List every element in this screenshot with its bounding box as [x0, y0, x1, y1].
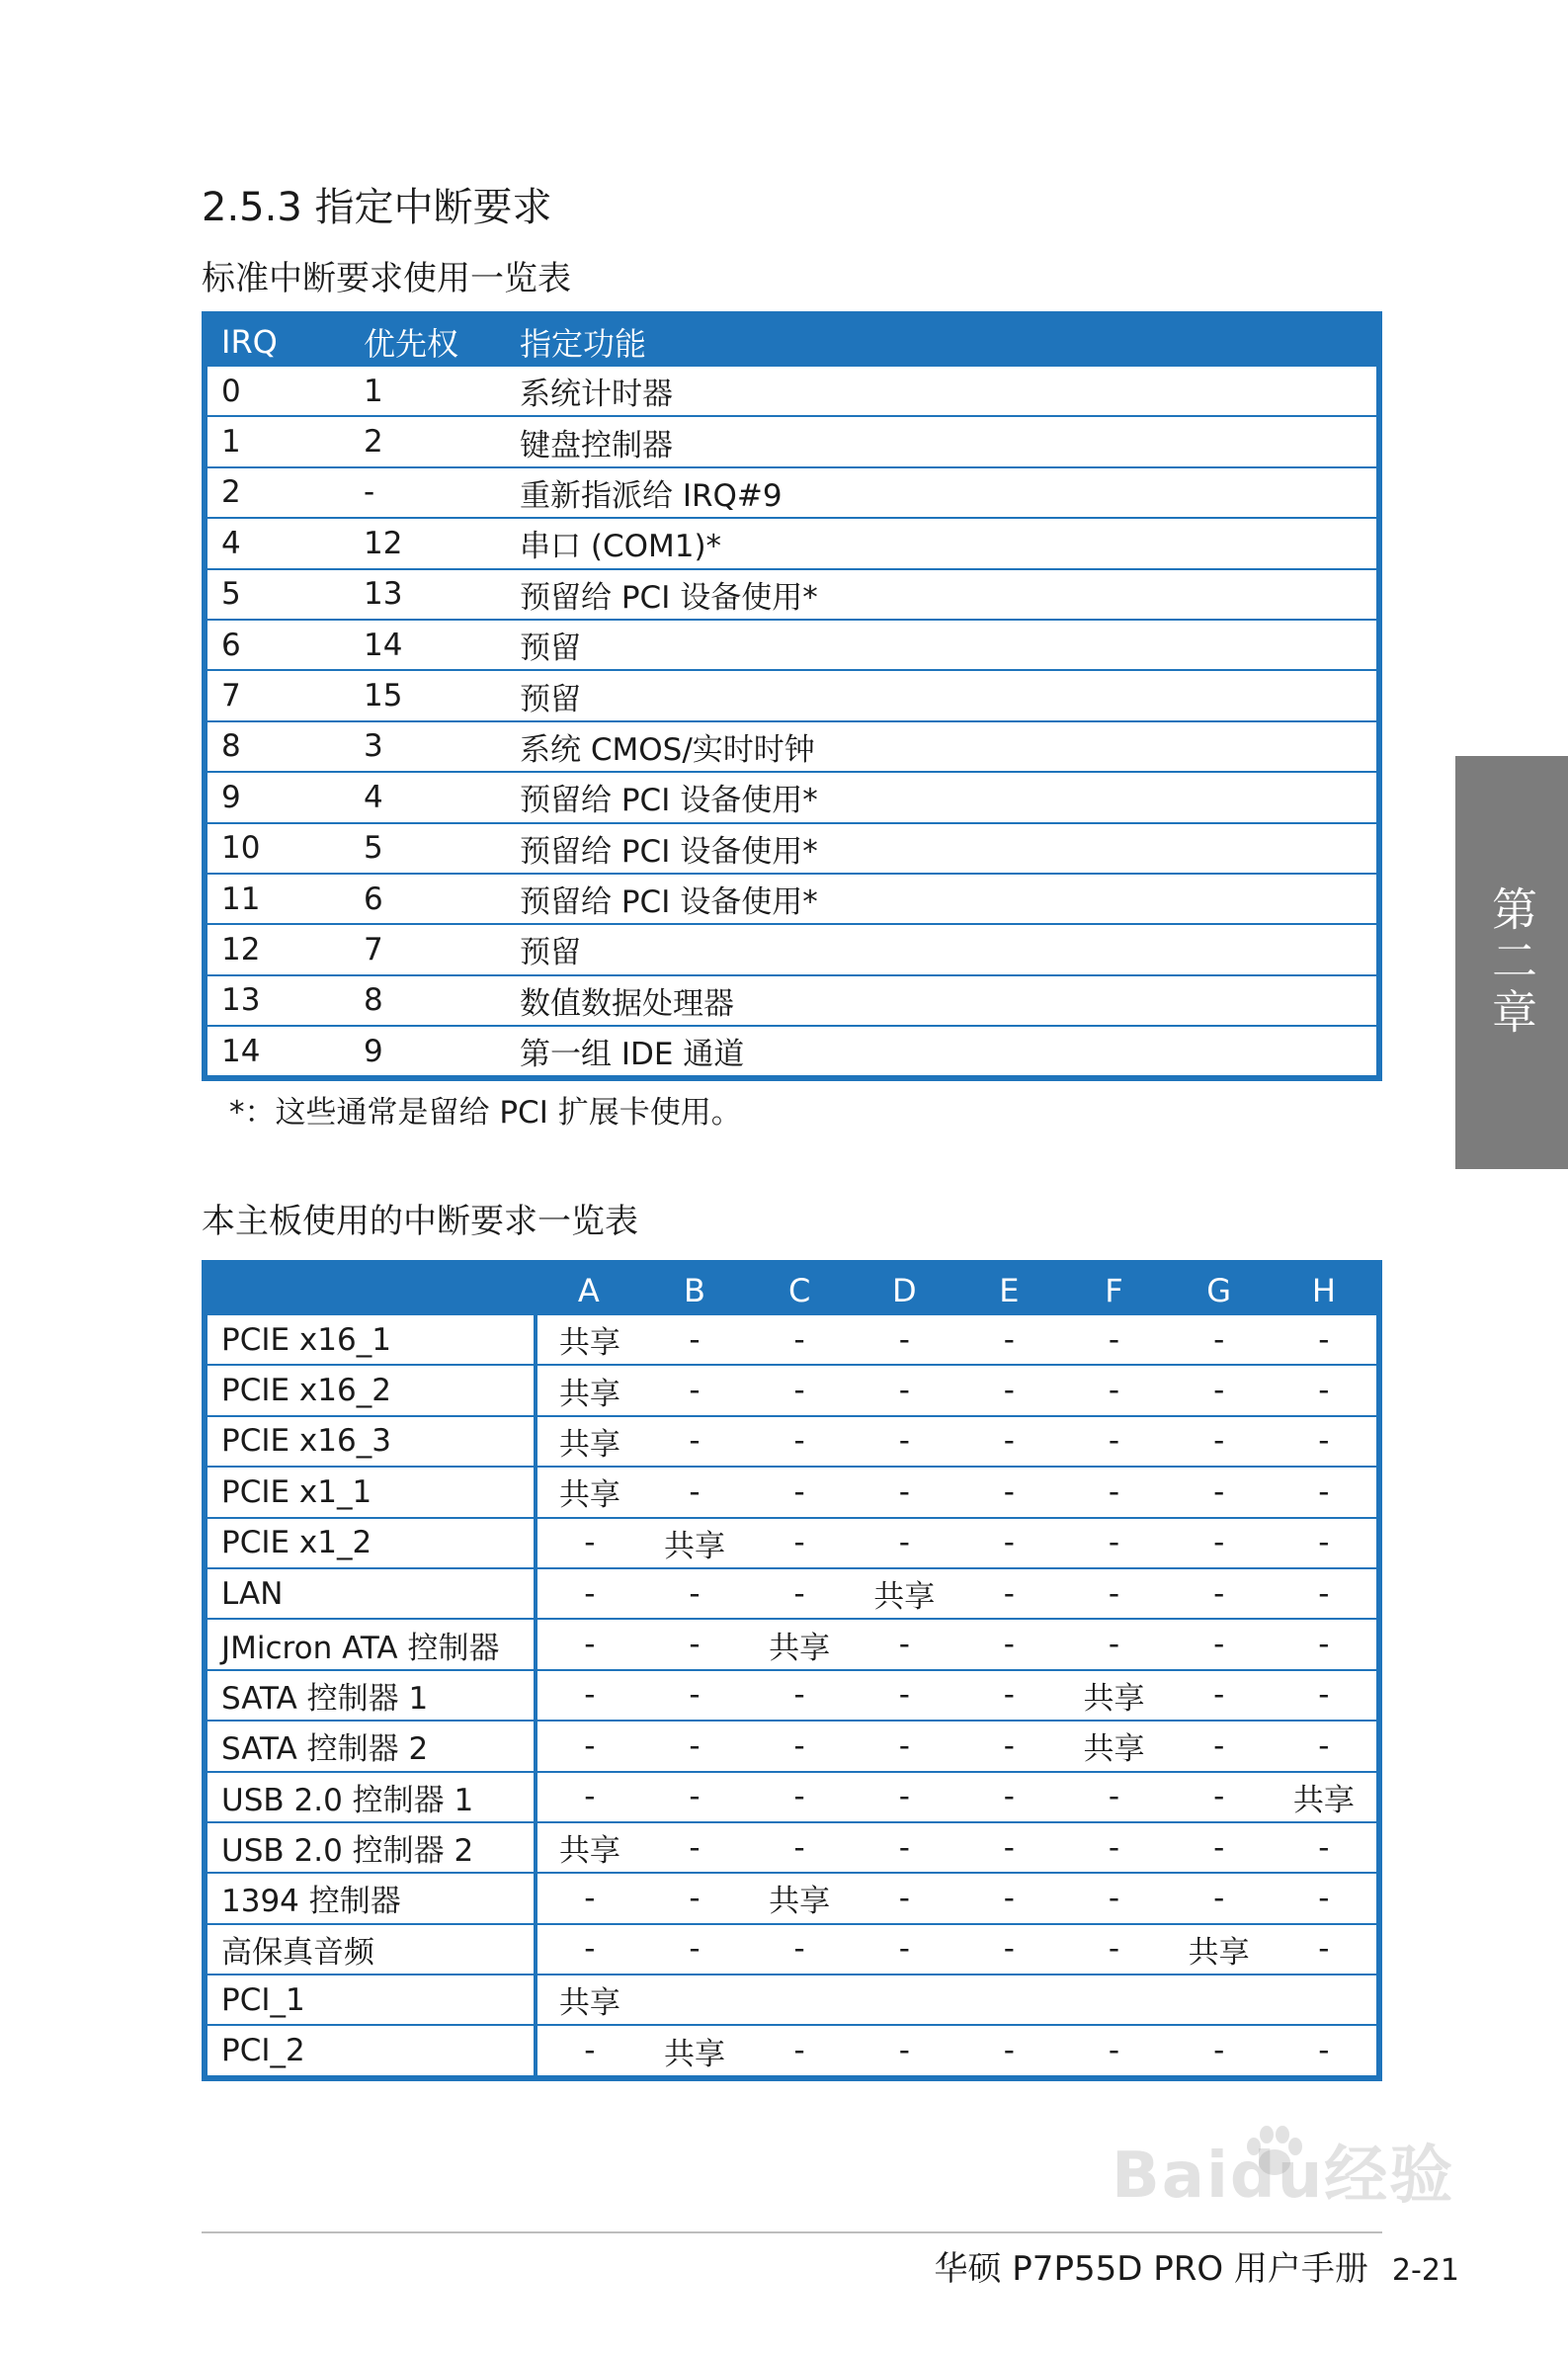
- int-assignment-cell: 共享: [1272, 1772, 1379, 1822]
- int-assignment-cell: -: [536, 1772, 642, 1822]
- int-assignment-cell: [1061, 1975, 1166, 2025]
- int-assignment-cell: -: [956, 1467, 1061, 1517]
- int-assignment-cell: -: [793, 2033, 805, 2069]
- int-assignment-cell: -: [1061, 1772, 1166, 1822]
- assign-header-int: H: [1311, 1272, 1336, 1309]
- int-assignment-cell: 共享: [536, 1416, 642, 1467]
- assign-header-device: [205, 1263, 536, 1315]
- irq-cell-function: 预留给 PCI 设备使用*: [506, 823, 1379, 874]
- int-assignment-cell: -: [1167, 1315, 1272, 1365]
- int-assignment-cell: -: [1108, 2033, 1120, 2069]
- irq-table-row: [205, 620, 1379, 670]
- irq-cell-priority: 4: [350, 772, 506, 822]
- irq-cell-irq: 10: [205, 823, 350, 874]
- assignment-table-header-row: [205, 1263, 1379, 1315]
- int-assignment-cell: [747, 1975, 852, 2025]
- int-assignment-cell: -: [747, 1822, 852, 1873]
- chapter-tab: [1455, 756, 1568, 1169]
- irq-cell-priority: 15: [350, 670, 506, 720]
- irq-cell-priority: 7: [350, 924, 506, 974]
- irq-cell-function: 预留给 PCI 设备使用*: [506, 569, 1379, 620]
- irq-header-irq: IRQ: [221, 323, 278, 361]
- int-assignment-cell: -: [852, 1518, 956, 1568]
- irq-cell-function: 预留给 PCI 设备使用*: [506, 772, 1379, 822]
- int-assignment-cell: -: [956, 1518, 1061, 1568]
- int-assignment-cell: -: [1167, 1822, 1272, 1873]
- int-assignment-cell: -: [584, 2033, 596, 2069]
- int-assignment-cell: -: [1061, 1619, 1166, 1669]
- int-assignment-cell: -: [1272, 1467, 1379, 1517]
- assignment-table-row: [205, 1924, 1379, 1975]
- irq-table-row: [205, 416, 1379, 466]
- irq-cell-irq: 0: [205, 367, 350, 416]
- int-assignment-cell: 共享: [852, 1568, 956, 1619]
- int-assignment-cell: -: [956, 1416, 1061, 1467]
- assignment-table-row: [205, 1467, 1379, 1517]
- irq-cell-irq: 6: [205, 620, 350, 670]
- int-assignment-cell: -: [956, 1365, 1061, 1415]
- device-name-cell: JMicron ATA 控制器: [205, 1619, 536, 1669]
- irq-cell-irq: 7: [205, 670, 350, 720]
- int-assignment-cell: -: [642, 1619, 747, 1669]
- int-assignment-cell: -: [1272, 1924, 1379, 1975]
- irq-table-row: [205, 1026, 1379, 1078]
- assignment-table-row: [205, 1619, 1379, 1669]
- int-assignment-cell: -: [747, 1670, 852, 1721]
- int-assignment-cell: -: [747, 1315, 852, 1365]
- int-assignment-cell: 共享: [536, 1822, 642, 1873]
- int-assignment-cell: -: [1167, 1416, 1272, 1467]
- assign-header-int: E: [999, 1272, 1020, 1309]
- int-assignment-cell: [642, 1975, 747, 2025]
- int-assignment-cell: -: [1272, 1568, 1379, 1619]
- int-assignment-cell: 共享: [536, 1365, 642, 1415]
- int-assignment-cell: -: [1061, 1416, 1166, 1467]
- assign-header-int: B: [684, 1272, 705, 1309]
- assignment-table-row: [205, 1873, 1379, 1923]
- irq-cell-function: 预留: [506, 924, 1379, 974]
- int-assignment-cell: -: [642, 1568, 747, 1619]
- irq-cell-function: 预留: [506, 670, 1379, 720]
- int-assignment-cell: -: [747, 1365, 852, 1415]
- int-assignment-cell: -: [852, 1873, 956, 1923]
- int-assignment-cell: -: [536, 1518, 642, 1568]
- device-name-cell: PCIE x16_1: [205, 1315, 536, 1365]
- device-name-cell: USB 2.0 控制器 1: [205, 1772, 536, 1822]
- assign-header-int: F: [1105, 1272, 1123, 1309]
- device-name-cell: 1394 控制器: [205, 1873, 536, 1923]
- int-assignment-cell: -: [956, 1568, 1061, 1619]
- int-assignment-cell: -: [747, 1568, 852, 1619]
- irq-cell-irq: 8: [205, 721, 350, 772]
- section-title: 2.5.3 指定中断要求: [202, 185, 552, 230]
- int-assignment-cell: -: [852, 1721, 956, 1771]
- int-assignment-cell: -: [1318, 2033, 1330, 2069]
- int-assignment-cell: -: [1272, 1822, 1379, 1873]
- assignment-table-row: [205, 1975, 1379, 2025]
- int-assignment-cell: -: [1167, 1619, 1272, 1669]
- int-assignment-cell: -: [1167, 1568, 1272, 1619]
- int-assignment-cell: -: [1003, 2033, 1015, 2069]
- irq-cell-irq: 12: [205, 924, 350, 974]
- int-assignment-cell: 共享: [747, 1873, 852, 1923]
- irq-footnote: *：这些通常是留给 PCI 扩展卡使用。: [229, 1095, 742, 1131]
- int-assignment-cell: -: [1167, 1721, 1272, 1771]
- irq-table-header-row: [205, 314, 1379, 367]
- footer-divider: [202, 2231, 1382, 2233]
- irq-table-row: [205, 670, 1379, 720]
- footer-manual-title: 华硕 P7P55D PRO 用户手册: [934, 2249, 1368, 2289]
- int-assignment-cell: -: [1167, 1365, 1272, 1415]
- assign-header-int: C: [787, 1272, 811, 1309]
- int-assignment-cell: -: [642, 1721, 747, 1771]
- irq-cell-irq: 11: [205, 874, 350, 924]
- irq-cell-function: 系统 CMOS/实时时钟: [506, 721, 1379, 772]
- int-assignment-cell: -: [1061, 1873, 1166, 1923]
- int-assignment-cell: -: [1061, 1822, 1166, 1873]
- assign-table-title: 本主板使用的中断要求一览表: [202, 1202, 638, 1241]
- int-assignment-cell: -: [536, 1924, 642, 1975]
- int-assignment-cell: -: [536, 1619, 642, 1669]
- int-assignment-cell: -: [852, 1467, 956, 1517]
- irq-cell-irq: 5: [205, 569, 350, 620]
- device-name-cell: PCI_2: [205, 2025, 536, 2077]
- irq-cell-priority: 12: [350, 518, 506, 568]
- int-assignment-cell: -: [747, 1721, 852, 1771]
- int-assignment-cell: -: [1167, 1467, 1272, 1517]
- device-name-cell: SATA 控制器 2: [205, 1721, 536, 1771]
- int-assignment-cell: 共享: [536, 1975, 642, 2025]
- chapter-tab-label: 第二章: [1485, 885, 1538, 1040]
- irq-header-function: 指定功能: [520, 325, 647, 363]
- int-assignment-cell: -: [1167, 1670, 1272, 1721]
- irq-cell-function: 预留: [506, 620, 1379, 670]
- irq-cell-function: 预留给 PCI 设备使用*: [506, 874, 1379, 924]
- int-assignment-cell: -: [1061, 1568, 1166, 1619]
- assignment-table-row: [205, 1315, 1379, 1365]
- irq-cell-priority: 6: [350, 874, 506, 924]
- int-assignment-cell: -: [956, 1315, 1061, 1365]
- assignment-table-row: [205, 2025, 1379, 2077]
- int-assignment-cell: [852, 1975, 956, 2025]
- int-assignment-cell: 共享: [536, 1467, 642, 1517]
- int-assignment-cell: -: [956, 1721, 1061, 1771]
- irq-cell-priority: -: [350, 467, 506, 518]
- int-assignment-cell: -: [1061, 1924, 1166, 1975]
- irq-cell-function: 键盘控制器: [506, 416, 1379, 466]
- int-assignment-cell: 共享: [663, 2036, 725, 2072]
- page-number: 2-21: [1391, 2253, 1459, 2288]
- irq-table-row: [205, 772, 1379, 822]
- int-assignment-cell: 共享: [642, 1518, 747, 1568]
- int-assignment-cell: -: [1167, 1518, 1272, 1568]
- irq-table-row: [205, 569, 1379, 620]
- int-assignment-cell: -: [536, 1721, 642, 1771]
- irq-table-row: [205, 975, 1379, 1026]
- int-assignment-cell: -: [1272, 1518, 1379, 1568]
- assignment-table-row: [205, 1822, 1379, 1873]
- irq-table-row: [205, 823, 1379, 874]
- int-assignment-cell: -: [956, 1772, 1061, 1822]
- int-assignment-cell: -: [642, 1315, 747, 1365]
- irq-cell-priority: 14: [350, 620, 506, 670]
- assignment-table-row: [205, 1365, 1379, 1415]
- int-assignment-cell: -: [642, 1873, 747, 1923]
- int-assignment-cell: -: [1061, 1467, 1166, 1517]
- irq-cell-priority: 13: [350, 569, 506, 620]
- irq-cell-function: 第一组 IDE 通道: [520, 1037, 745, 1073]
- irq-cell-irq: 1: [205, 416, 350, 466]
- int-assignment-cell: -: [642, 1924, 747, 1975]
- int-assignment-cell: -: [956, 1873, 1061, 1923]
- int-assignment-cell: -: [642, 1670, 747, 1721]
- int-assignment-cell: -: [1272, 1619, 1379, 1669]
- irq-cell-function: 重新指派给 IRQ#9: [506, 467, 1379, 518]
- int-assignment-cell: -: [852, 1670, 956, 1721]
- irq-table-row: [205, 721, 1379, 772]
- irq-cell-irq: 14: [221, 1033, 261, 1069]
- irq-cell-priority: 5: [350, 823, 506, 874]
- int-assignment-cell: -: [642, 1772, 747, 1822]
- int-assignment-cell: -: [956, 1670, 1061, 1721]
- int-assignment-cell: -: [852, 1924, 956, 1975]
- device-name-cell: LAN: [205, 1568, 536, 1619]
- assign-header-int: A: [577, 1272, 600, 1309]
- irq-cell-irq: 2: [205, 467, 350, 518]
- assignment-table-row: [205, 1416, 1379, 1467]
- int-assignment-cell: -: [642, 1822, 747, 1873]
- int-assignment-cell: -: [852, 1619, 956, 1669]
- device-name-cell: PCIE x1_1: [205, 1467, 536, 1517]
- int-assignment-cell: 共享: [747, 1619, 852, 1669]
- int-assignment-cell: 共享: [1167, 1924, 1272, 1975]
- int-assignment-cell: 共享: [536, 1315, 642, 1365]
- irq-cell-irq: 4: [205, 518, 350, 568]
- int-assignment-cell: -: [536, 1568, 642, 1619]
- irq-table-row: [205, 467, 1379, 518]
- int-assignment-cell: -: [1272, 1873, 1379, 1923]
- irq-cell-priority: 2: [350, 416, 506, 466]
- assignment-table-row: [205, 1772, 1379, 1822]
- irq-cell-priority: 8: [350, 975, 506, 1026]
- device-name-cell: PCIE x1_2: [205, 1518, 536, 1568]
- device-name-cell: 高保真音频: [205, 1924, 536, 1975]
- device-name-cell: PCIE x16_2: [205, 1365, 536, 1415]
- irq-table-title: 标准中断要求使用一览表: [202, 259, 571, 298]
- device-name-cell: USB 2.0 控制器 2: [205, 1822, 536, 1873]
- irq-table-row: [205, 924, 1379, 974]
- int-assignment-cell: -: [898, 2033, 910, 2069]
- int-assignment-cell: -: [1167, 1873, 1272, 1923]
- irq-cell-function: 数值数据处理器: [506, 975, 1379, 1026]
- int-assignment-cell: -: [747, 1467, 852, 1517]
- int-assignment-cell: -: [1272, 1315, 1379, 1365]
- irq-cell-priority: 9: [364, 1033, 383, 1069]
- irq-cell-priority: 3: [350, 721, 506, 772]
- assignment-table-row: [205, 1568, 1379, 1619]
- assign-header-int: G: [1206, 1272, 1232, 1309]
- int-assignment-cell: -: [1272, 1365, 1379, 1415]
- int-assignment-cell: -: [642, 1467, 747, 1517]
- irq-cell-function: 系统计时器: [506, 367, 1379, 416]
- int-assignment-cell: -: [1061, 1365, 1166, 1415]
- int-assignment-cell: -: [1272, 1721, 1379, 1771]
- assign-header-int: D: [891, 1272, 917, 1309]
- int-assignment-cell: -: [852, 1416, 956, 1467]
- int-assignment-cell: -: [642, 1365, 747, 1415]
- assignment-table-row: [205, 1721, 1379, 1771]
- int-assignment-cell: [1272, 1975, 1379, 2025]
- watermark: Baidu经验: [1112, 2140, 1455, 2213]
- device-name-cell: PCIE x16_3: [205, 1416, 536, 1467]
- int-assignment-cell: -: [1272, 1416, 1379, 1467]
- int-assignment-cell: -: [852, 1822, 956, 1873]
- int-assignment-cell: -: [747, 1518, 852, 1568]
- int-assignment-cell: [1167, 1975, 1272, 2025]
- int-assignment-cell: 共享: [1061, 1670, 1166, 1721]
- device-name-cell: SATA 控制器 1: [205, 1670, 536, 1721]
- int-assignment-cell: -: [536, 1670, 642, 1721]
- int-assignment-cell: -: [852, 1315, 956, 1365]
- int-assignment-cell: -: [1061, 1315, 1166, 1365]
- int-assignment-cell: -: [747, 1924, 852, 1975]
- irq-table: [202, 311, 1382, 1081]
- int-assignment-cell: -: [956, 1619, 1061, 1669]
- irq-table-row: [205, 367, 1379, 416]
- int-assignment-cell: -: [1167, 1772, 1272, 1822]
- int-assignment-cell: 共享: [1061, 1721, 1166, 1771]
- assignment-table-row: [205, 1518, 1379, 1568]
- int-assignment-cell: [956, 1975, 1061, 2025]
- int-assignment-cell: -: [747, 1416, 852, 1467]
- int-assignment-cell: -: [747, 1772, 852, 1822]
- assignment-table: [202, 1260, 1382, 2081]
- int-assignment-cell: -: [852, 1772, 956, 1822]
- irq-table-row: [205, 518, 1379, 568]
- assignment-table-row: [205, 1670, 1379, 1721]
- irq-table-row: [205, 874, 1379, 924]
- int-assignment-cell: -: [956, 1822, 1061, 1873]
- irq-header-priority: 优先权: [364, 325, 459, 363]
- int-assignment-cell: -: [956, 1924, 1061, 1975]
- irq-cell-priority: 1: [350, 367, 506, 416]
- irq-cell-irq: 9: [205, 772, 350, 822]
- device-name-cell: PCI_1: [205, 1975, 536, 2025]
- irq-cell-function: 串口 (COM1)*: [506, 518, 1379, 568]
- footer: [935, 2241, 1460, 2290]
- int-assignment-cell: -: [1213, 2033, 1225, 2069]
- int-assignment-cell: -: [1061, 1518, 1166, 1568]
- int-assignment-cell: -: [852, 1365, 956, 1415]
- irq-cell-irq: 13: [205, 975, 350, 1026]
- int-assignment-cell: -: [1272, 1670, 1379, 1721]
- int-assignment-cell: -: [642, 1416, 747, 1467]
- int-assignment-cell: -: [536, 1873, 642, 1923]
